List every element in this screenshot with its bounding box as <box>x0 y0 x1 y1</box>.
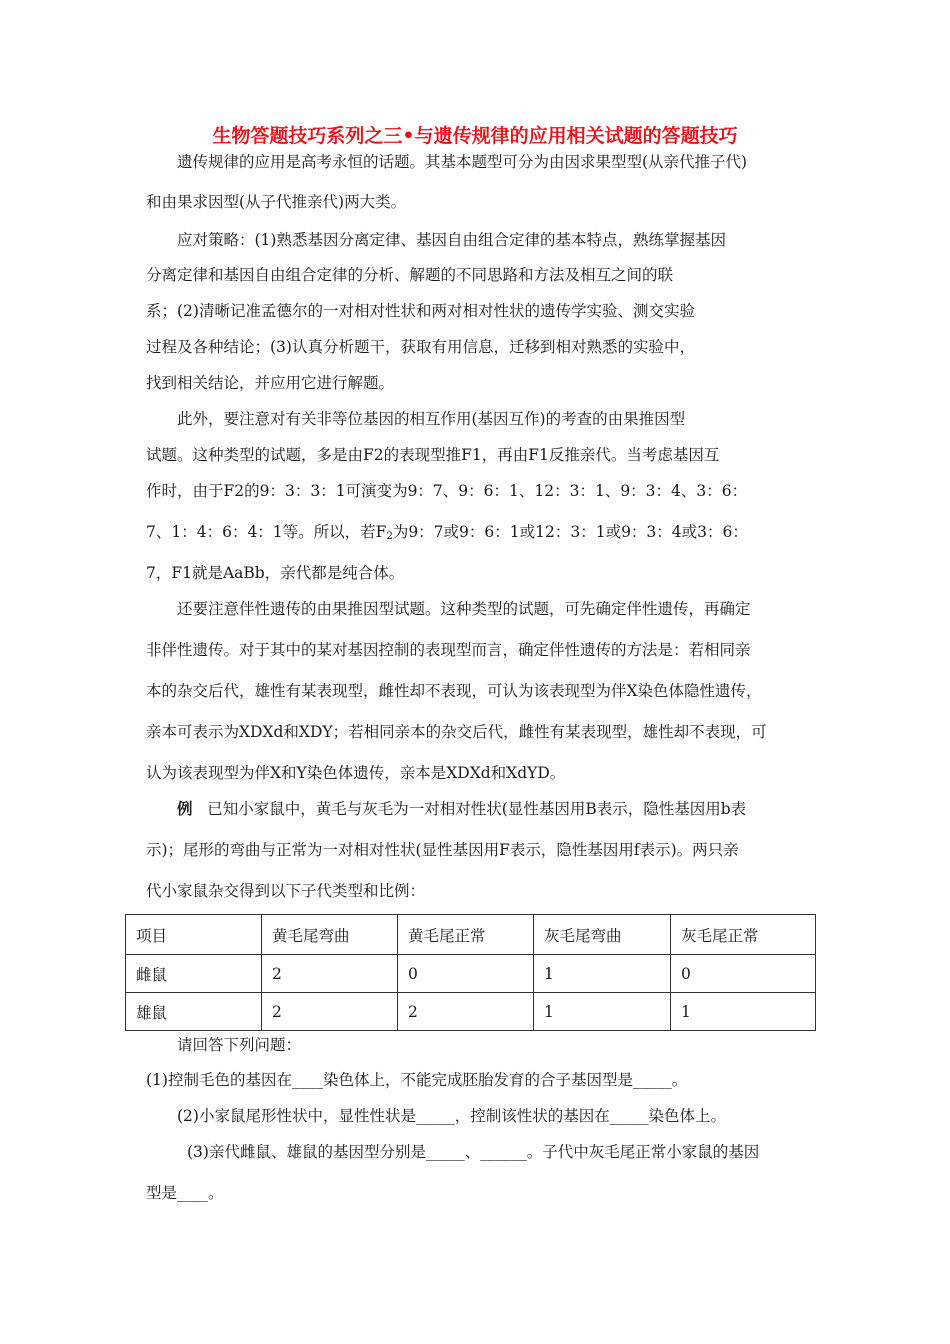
table-header-cell: 灰毛尾弯曲 <box>534 915 671 955</box>
paragraph-line: 应对策略：(1)熟悉基因分离定律、基因自由组合定律的基本特点，熟练掌握基因 <box>177 231 726 249</box>
paragraph-line: 遗传规律的应用是高考永恒的话题。其基本题型可分为由因求果型型(从亲代推子代) <box>177 153 748 171</box>
text-span: 已知小家鼠中，黄毛与灰毛为一对相对性状(显性基因用B表示，隐性基因用b表 <box>207 800 747 818</box>
table-header-row <box>126 915 816 955</box>
paragraph-line: 此外，要注意对有关非等位基因的相互作用(基因互作)的考查的由果推因型 <box>177 410 686 428</box>
paragraph-line: 本的杂交后代，雄性有某表现型，雌性却不表现，可认为该表现型为伴X染色体隐性遗传， <box>146 682 762 700</box>
table-cell: 1 <box>534 993 671 1031</box>
paragraph-line: 示)；尾形的弯曲与正常为一对相对性状(显性基因用F表示，隐性基因用f表示)。两只亲 <box>146 841 739 859</box>
paragraph-line: 非伴性遗传。对于其中的某对基因控制的表现型而言，确定伴性遗传的方法是：若相同亲 <box>146 641 751 659</box>
question-2: (2)小家鼠尾形性状中，显性性状是_____，控制该性状的基因在_____染色体上。 <box>177 1107 726 1125</box>
table-cell: 雄鼠 <box>126 993 262 1031</box>
text-span: 7、1：4：6：4：1等。所以，若F <box>146 523 387 541</box>
paragraph-line: 过程及各种结论；(3)认真分析题干，获取有用信息，迁移到相对熟悉的实验中， <box>146 338 695 356</box>
example-label: 例 <box>177 799 193 818</box>
example-line <box>177 797 746 821</box>
paragraph-line: 和由果求因型(从子代推亲代)两大类。 <box>146 193 407 211</box>
paragraph-line: 亲本可表示为XDXd和XDY；若相同亲本的杂交后代，雌性有某表现型，雄性却不表现，可 <box>146 723 767 741</box>
table-cell: 1 <box>534 955 671 993</box>
table-header-cell: 灰毛尾正常 <box>671 915 816 955</box>
paragraph-line: 系；(2)清晰记准孟德尔的一对相对性状和两对相对性状的遗传学实验、测交实验 <box>146 302 695 320</box>
table-cell: 2 <box>262 955 398 993</box>
paragraph-line <box>146 520 748 549</box>
table-cell: 2 <box>262 993 398 1031</box>
offspring-table <box>125 914 816 1031</box>
table-header-cell: 黄毛尾弯曲 <box>262 915 398 955</box>
table-header-cell: 项目 <box>126 915 262 955</box>
paragraph-line: 试题。这种类型的试题，多是由F2的表现型推F1，再由F1反推亲代。当考虑基因互 <box>146 446 720 464</box>
paragraph-line: 代小家鼠杂交得到以下子代类型和比例： <box>146 882 426 900</box>
question-3: (3)亲代雌鼠、雄鼠的基因型分别是_____、______。子代中灰毛尾正常小家鼠的基因 <box>187 1143 760 1161</box>
table-cell: 2 <box>398 993 534 1031</box>
table-cell: 雌鼠 <box>126 955 262 993</box>
document-title: 生物答题技巧系列之三•与遗传规律的应用相关试题的答题技巧 <box>212 125 738 147</box>
paragraph-line: 认为该表现型为伴X和Y染色体遗传，亲本是XDXd和XdYD。 <box>146 764 566 782</box>
question-1: (1)控制毛色的基因在____染色体上，不能完成胚胎发育的合子基因型是_____。 <box>146 1071 688 1089</box>
question-3-continued: 型是____。 <box>146 1184 224 1202</box>
table-row <box>126 993 816 1031</box>
questions-intro: 请回答下列问题： <box>177 1036 302 1054</box>
text-span: 为9：7或9：6：1或12：3：1或9：3：4或3：6： <box>392 523 748 541</box>
table-cell: 0 <box>671 955 816 993</box>
table-cell: 1 <box>671 993 816 1031</box>
paragraph-line: 7，F1就是AaBb，亲代都是纯合体。 <box>146 564 405 582</box>
paragraph-line: 还要注意伴性遗传的由果推因型试题。这种类型的试题，可先确定伴性遗传，再确定 <box>177 600 751 618</box>
table-cell: 0 <box>398 955 534 993</box>
subscript: 2 <box>386 531 393 542</box>
paragraph-line: 分离定律和基因自由组合定律的分析、解题的不同思路和方法及相互之间的联 <box>146 266 674 284</box>
table-header-cell: 黄毛尾正常 <box>398 915 534 955</box>
paragraph-line: 找到相关结论，并应用它进行解题。 <box>146 374 395 392</box>
table-row <box>126 955 816 993</box>
paragraph-line: 作时，由于F2的9：3：3：1可演变为9：7、9：6：1、12：3：1、9：3：4、3：6： <box>146 482 748 500</box>
